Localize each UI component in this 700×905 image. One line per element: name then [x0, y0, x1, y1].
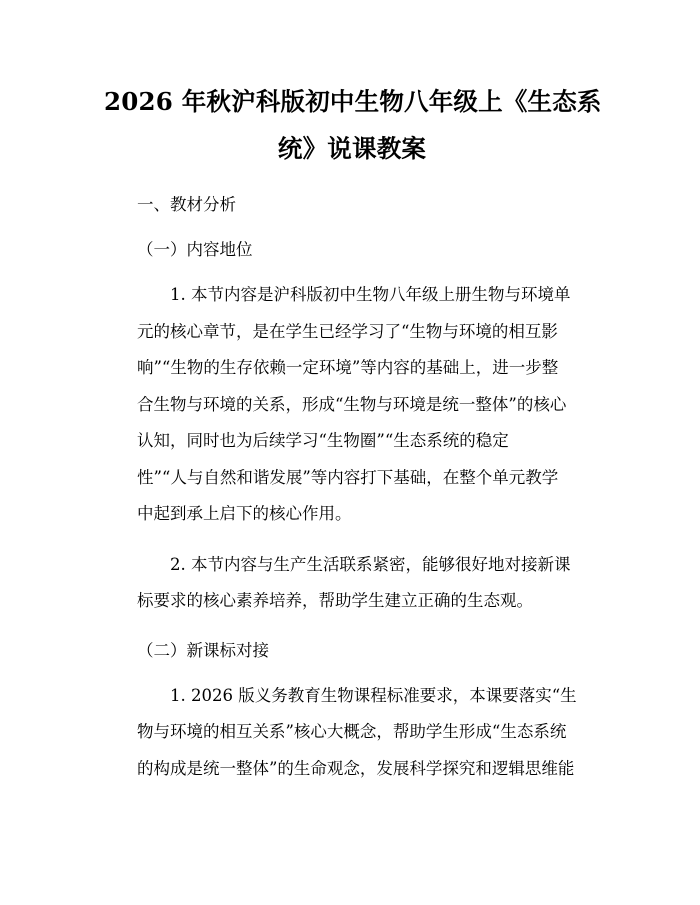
subsection-heading-curriculum-standards: （二）新课标对接 — [137, 640, 269, 660]
paragraph-1-line: 元的核心章节，是在学生已经学习了“生物与环境的相互影 — [137, 321, 558, 341]
paragraph-1 — [104, 277, 600, 533]
subsection-heading-content-position: （一）内容地位 — [137, 240, 253, 259]
paragraph-3 — [104, 678, 600, 788]
paragraph-1-line: 响”“生物的生存依赖一定环境”等内容的基础上，进一步整 — [137, 358, 559, 377]
paragraph-2 — [104, 547, 600, 620]
paragraph-2-line: 标要求的核心素养培养，帮助学生建立正确的生态观。 — [137, 591, 533, 610]
paragraph-1-line: 1. 本节内容是沪科版初中生物八年级上册生物与环境单 — [170, 285, 571, 304]
paragraph-3-line: 的构成是统一整体”的生命观念，发展科学探究和逻辑思维能 — [137, 758, 575, 778]
paragraph-2-line: 2. 本节内容与生产生活联系紧密，能够很好地对接新课 — [170, 554, 571, 574]
title-line-2: 统》说课教案 — [277, 134, 427, 163]
title-line-1: 2026 年秋沪科版初中生物八年级上《生态系 — [104, 87, 602, 116]
paragraph-1-line: 合生物与环境的关系，形成“生物与环境是统一整体”的核心 — [137, 394, 567, 414]
document-title — [104, 78, 600, 172]
paragraph-1-line: 中起到承上启下的核心作用。 — [137, 504, 352, 523]
paragraph-3-line: 物与环境的相互关系”核心大概念，帮助学生形成“生态系统 — [137, 722, 567, 741]
section-heading-materials-analysis: 一、教材分析 — [137, 195, 236, 214]
paragraph-1-line: 认知，同时也为后续学习“生物圈”“生态系统的稳定 — [137, 431, 509, 450]
paragraph-3-line: 1. 2026 版义务教育生物课程标准要求，本课要落实“生 — [170, 685, 577, 705]
paragraph-1-line: 性”“人与自然和谐发展”等内容打下基础，在整个单元教学 — [137, 467, 559, 487]
